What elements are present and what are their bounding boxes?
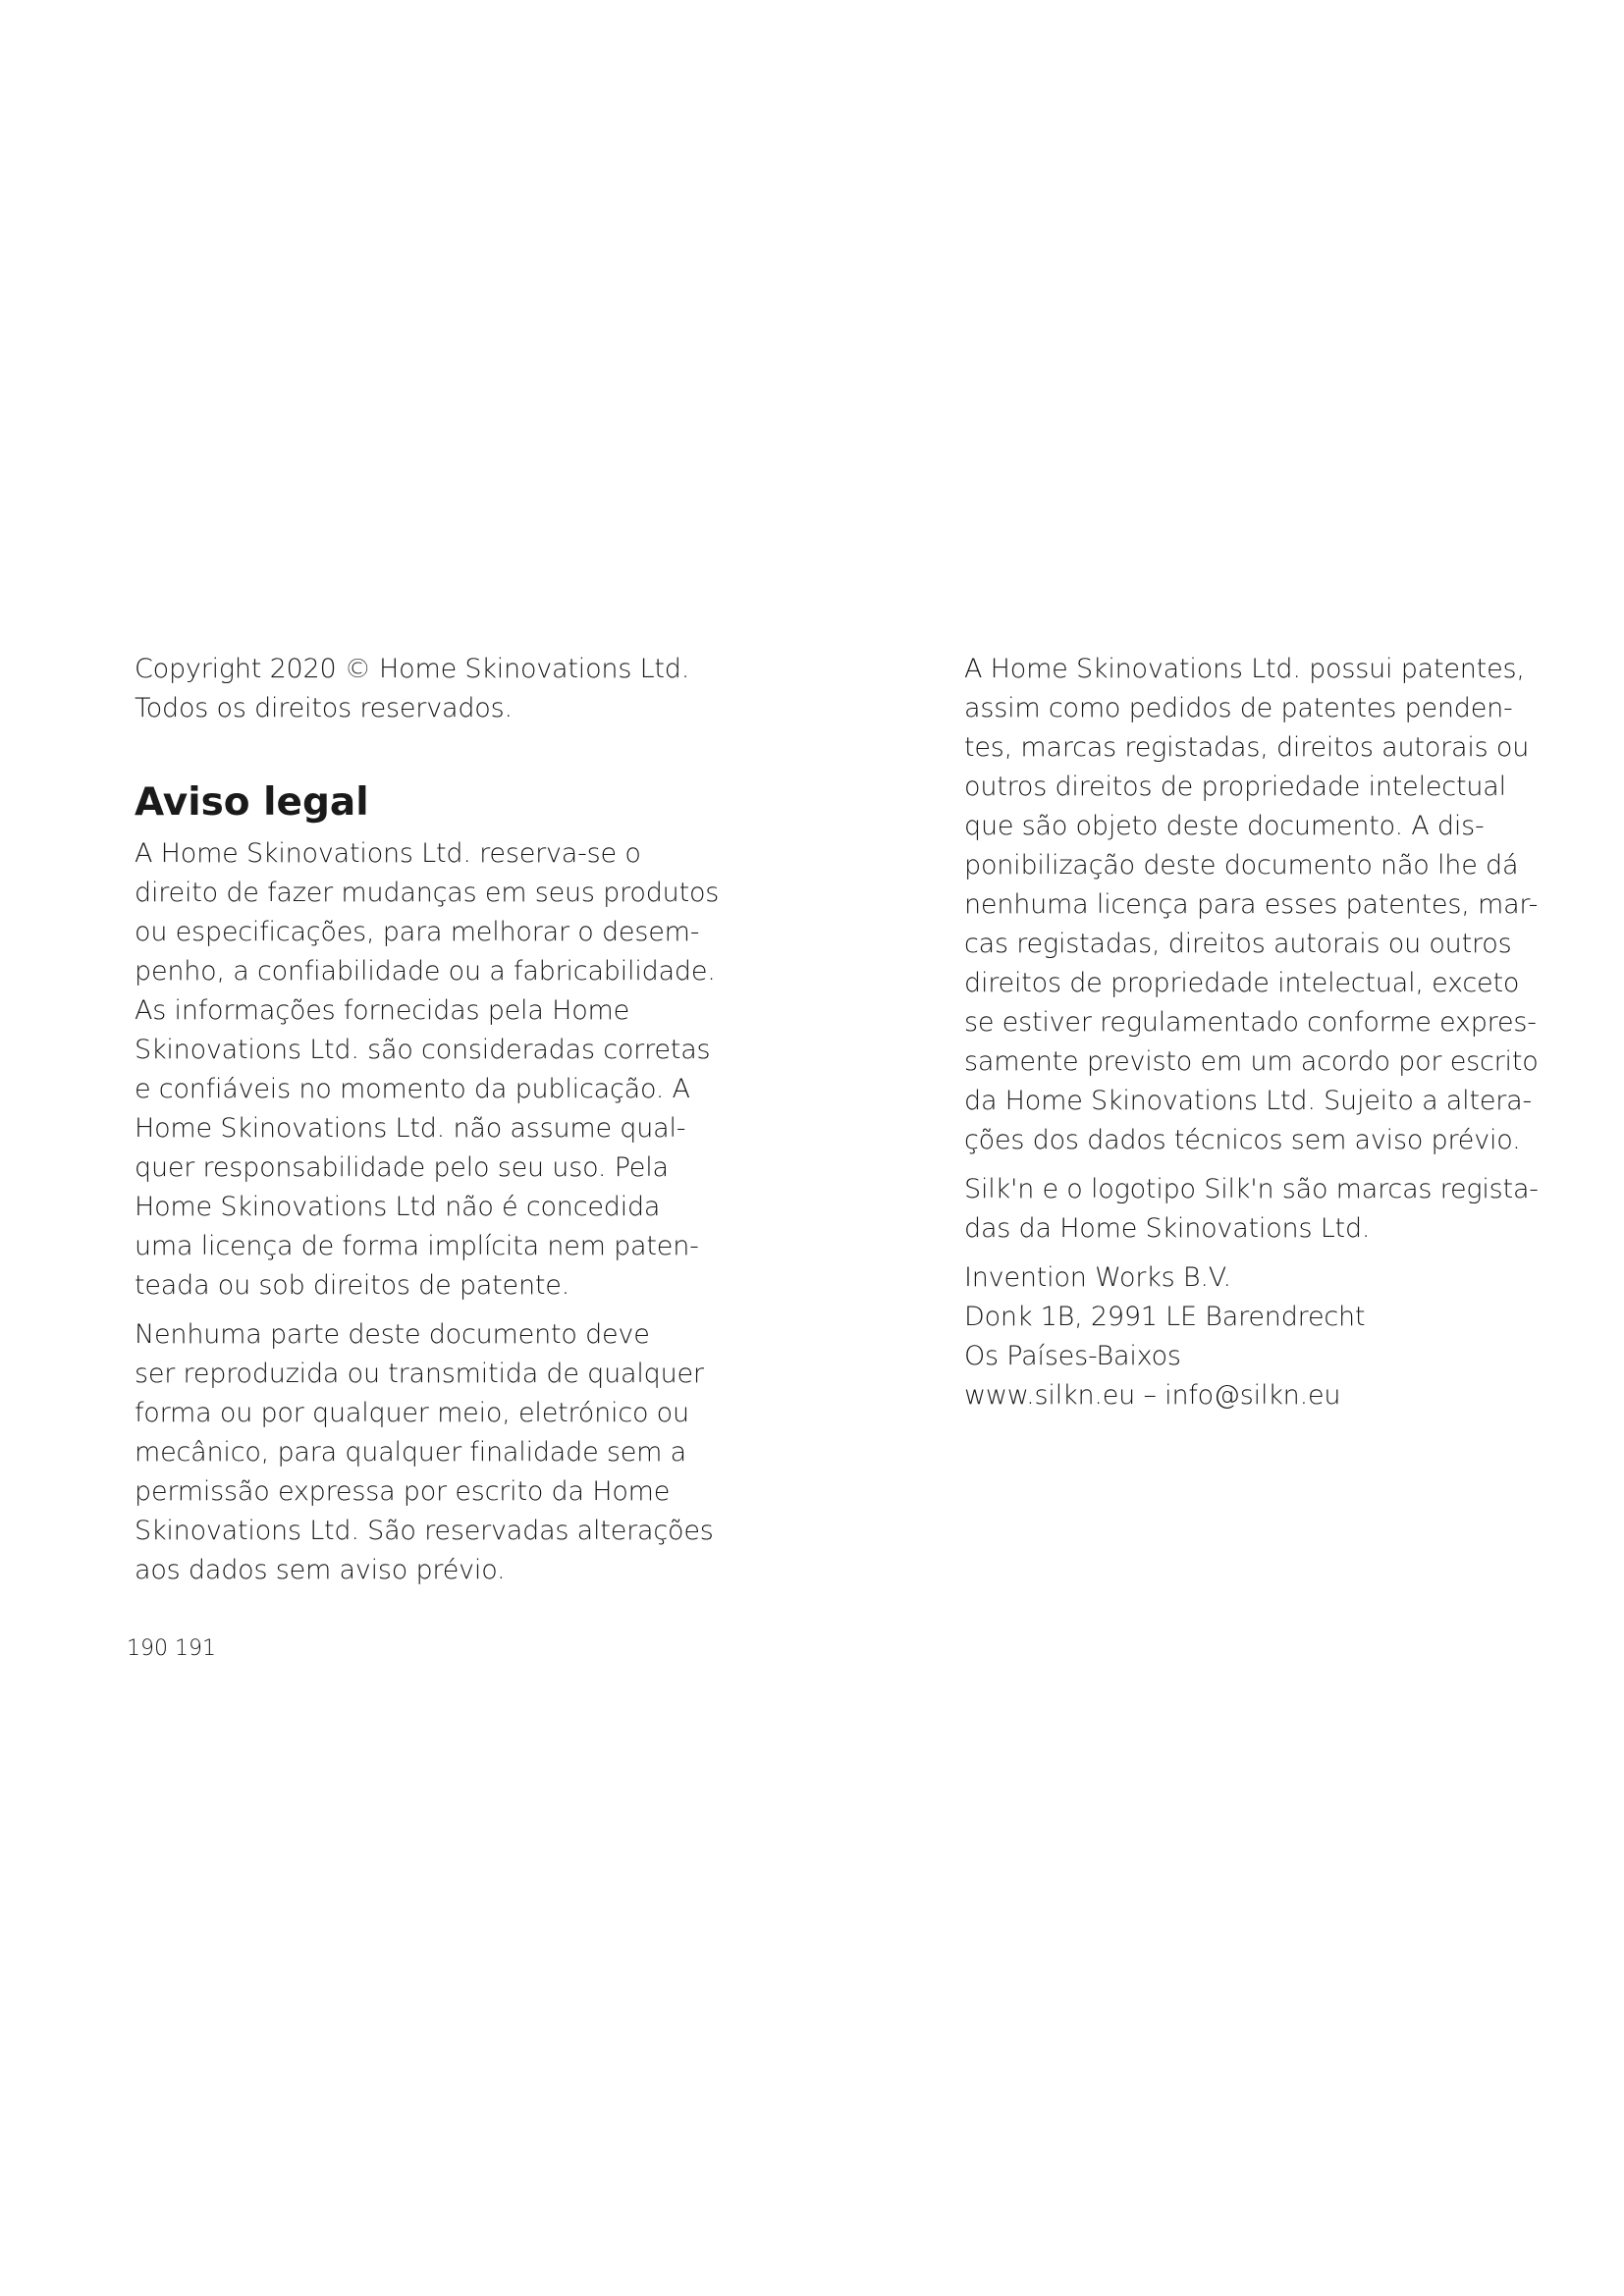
patents-paragraph: [964, 650, 1539, 1160]
rights-reserved-line: Todos os direitos reservados.: [135, 693, 513, 723]
country: Os Países-Baixos: [964, 1341, 1181, 1371]
legal-paragraph-1: [135, 834, 720, 1306]
text-line: As informações fornecidas pela Home: [135, 995, 630, 1026]
page-number: 190 191: [127, 1636, 216, 1661]
text-line: samente previsto em um acordo por escrito: [964, 1046, 1539, 1077]
text-line: ções dos dados técnicos sem aviso prévio.: [964, 1125, 1521, 1155]
legal-notice-heading: Aviso legal: [135, 780, 369, 825]
text-line: cas registadas, direitos autorais ou outros: [964, 929, 1512, 959]
text-line: Silk'n e o logotipo Silk'n são marcas regista-: [964, 1174, 1539, 1204]
street-address: Donk 1B, 2991 LE Barendrecht: [964, 1302, 1366, 1332]
text-line: quer responsabilidade pelo seu uso. Pela: [135, 1152, 669, 1183]
text-line: A Home Skinovations Ltd. possui patentes,: [964, 654, 1525, 684]
text-line: aos dados sem aviso prévio.: [135, 1555, 506, 1585]
text-line: outros direitos de propriedade intelectual: [964, 772, 1506, 802]
text-line: permissão expressa por escrito da Home: [135, 1476, 671, 1507]
company-address: [964, 1258, 1514, 1415]
text-line: ponibilização deste documento não lhe dá: [964, 850, 1519, 881]
right-column: [964, 650, 1539, 1415]
text-line: teada ou sob direitos de patente.: [135, 1270, 570, 1301]
text-line: que são objeto deste documento. A dis-: [964, 811, 1485, 841]
text-line: mecânico, para qualquer finalidade sem a: [135, 1437, 686, 1468]
company-name: Invention Works B.V.: [964, 1262, 1231, 1293]
text-line: penho, a confiabilidade ou a fabricabilidade.: [135, 956, 716, 987]
text-line: nenhuma licença para esses patentes, mar-: [964, 889, 1539, 920]
text-line: Home Skinovations Ltd não é concedida: [135, 1192, 661, 1222]
contact-links: www.silkn.eu – info@silkn.eu: [964, 1380, 1341, 1411]
left-column: [135, 650, 720, 1600]
text-line: direito de fazer mudanças em seus produtos: [135, 878, 720, 908]
text-line: ou especificações, para melhorar o desem-: [135, 917, 700, 947]
text-line: assim como pedidos de patentes penden-: [964, 693, 1513, 723]
text-line: Nenhuma parte deste documento deve: [135, 1319, 650, 1350]
text-line: e confiáveis no momento da publicação. A: [135, 1074, 690, 1104]
trademark-paragraph: [964, 1170, 1539, 1249]
text-line: uma licença de forma implícita nem paten-: [135, 1231, 699, 1261]
text-line: da Home Skinovations Ltd. Sujeito a altera-: [964, 1086, 1533, 1116]
legal-paragraph-2: [135, 1315, 714, 1590]
text-line: direitos de propriedade intelectual, exceto: [964, 968, 1520, 998]
text-line: ser reproduzida ou transmitida de qualquer: [135, 1359, 704, 1389]
text-line: Home Skinovations Ltd. não assume qual-: [135, 1113, 686, 1144]
text-line: das da Home Skinovations Ltd.: [964, 1213, 1371, 1244]
text-line: Skinovations Ltd. São reservadas alterações: [135, 1516, 714, 1546]
text-line: Skinovations Ltd. são consideradas corretas: [135, 1035, 711, 1065]
copyright-line: Copyright 2020 © Home Skinovations Ltd.: [135, 654, 690, 684]
text-line: forma ou por qualquer meio, eletrónico ou: [135, 1398, 689, 1428]
text-line: se estiver regulamentado conforme expres-: [964, 1007, 1537, 1038]
text-line: tes, marcas registadas, direitos autorais ou: [964, 732, 1530, 763]
copyright-notice: [135, 650, 690, 728]
text-line: A Home Skinovations Ltd. reserva-se o: [135, 838, 641, 869]
